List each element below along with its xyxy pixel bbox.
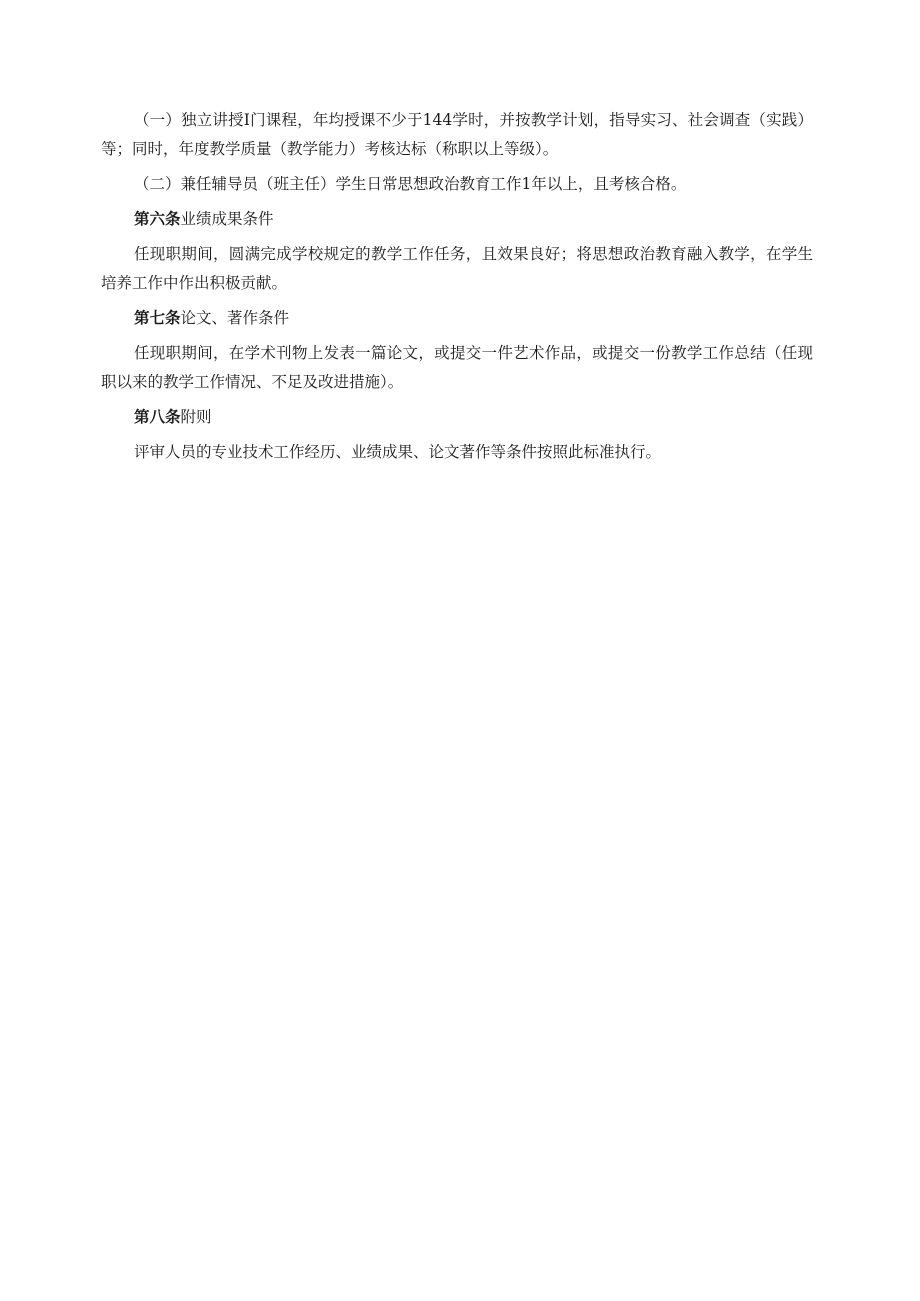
article-8-title: 附则 xyxy=(180,408,212,426)
article-8-number: 第八条 xyxy=(134,408,181,426)
article-6-number: 第六条 xyxy=(134,210,181,228)
article-6-heading xyxy=(101,205,813,234)
article-6-text: 任现职期间，圆满完成学校规定的教学工作任务，且效果良好；将思想政治教育融入教学，在学生培养工作中作出积极贡献。 xyxy=(101,245,813,292)
article-7-number: 第七条 xyxy=(134,309,181,327)
article-7-text: 任现职期间，在学术刊物上发表一篇论文，或提交一件艺术作品，或提交一份教学工作总结（任现职以来的教学工作情况、不足及改进措施）。 xyxy=(101,344,813,391)
paragraph-item-2: （二）兼任辅导员（班主任）学生日常思想政治教育工作1年以上，且考核合格。 xyxy=(134,175,687,193)
article-8-text: 评审人员的专业技术工作经历、业绩成果、论文著作等条件按照此标准执行。 xyxy=(134,443,662,461)
article-8-heading xyxy=(101,403,813,432)
paragraph-item-1: （一）独立讲授Ⅰ门课程，年均授课不少于144学时，并按教学计划，指导实习、社会调查（实践）等；同时，年度教学质量（教学能力）考核达标（称职以上等级）。 xyxy=(101,111,813,158)
article-7-title: 论文、著作条件 xyxy=(180,309,290,327)
article-7-heading xyxy=(101,304,813,333)
article-6-title: 业绩成果条件 xyxy=(180,210,274,228)
document-body xyxy=(101,106,813,473)
